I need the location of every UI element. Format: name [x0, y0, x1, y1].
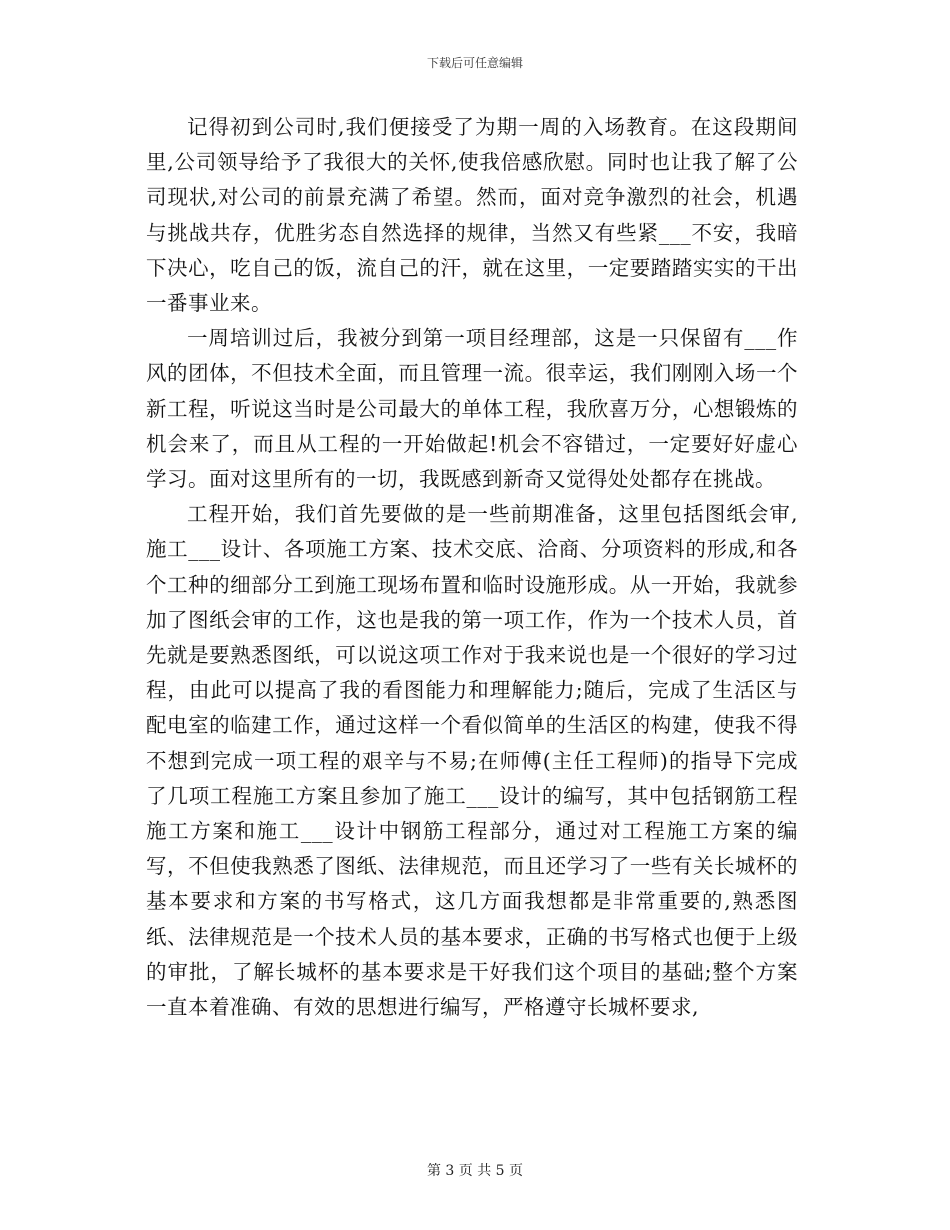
paragraph-1: 记得初到公司时,我们便接受了为期一周的入场教育。在这段期间里,公司领导给予了我很大的关怀,使我倍感欣慰。同时也让我了解了公司现状,对公司的前景充满了希望。然而，面对竞争激烈的社会，机遇与挑战共存，优胜劣态自然选择的规律，当然又有些紧___不安，我暗下决心，吃自己的饭，流自己的汗，就在这里，一定要踏踏实实的干出一番事业来。	[146, 115, 798, 316]
body-text	[146, 110, 798, 1025]
page-number: 第 3 页 共 5 页	[426, 1163, 524, 1179]
header-note: 下载后可任意编辑	[426, 56, 523, 70]
paragraph-3: 工程开始，我们首先要做的是一些前期准备，这里包括图纸会审,施工___设计、各项施工方案、技术交底、洽商、分项资料的形成,和各个工种的细部分工到施工现场布置和临时设施形成。从一开始，我就参加了图纸会审的工作，这也是我的第一项工作，作为一个技术人员，首先就是要熟悉图纸，可以说这项工作对于我来说也是一个很好的学习过程，由此可以提高了我的看图能力和理解能力;随后，完成了生活区与配电室的临建工作，通过这样一个看似简单的生活区的构建，使我不得不想到完成一项工程的艰辛与不易;在师傅(主任工程师)的指导下完成了几项工程施工方案且参加了施工___设计的编写，其中包括钢筋工程施工方案和施工___设计中钢筋工程部分，通过对工程施工方案的编写，不但使我熟悉了图纸、法律规范，而且还学习了一些有关长城杯的基本要求和方案的书写格式，这几方面我想都是非常重要的,熟悉图纸、法律规范是一个技术人员的基本要求，正确的书写格式也便于上级的审批，了解长城杯的基本要求是干好我们这个项目的基础;整个方案一直本着准确、有效的思想进行编写，严格遵守长城杯要求,	[146, 502, 798, 1020]
paragraph-2: 一周培训过后，我被分到第一项目经理部，这是一只保留有___作风的团体，不但技术全面，而且管理一流。很幸运，我们刚刚入场一个新工程，听说这当时是公司最大的单体工程，我欣喜万分，心想锻炼的机会来了，而且从工程的一开始做起!机会不容错过，一定要好好虚心学习。面对这里所有的一切，我既感到新奇又觉得处处都存在挑战。	[146, 326, 798, 492]
